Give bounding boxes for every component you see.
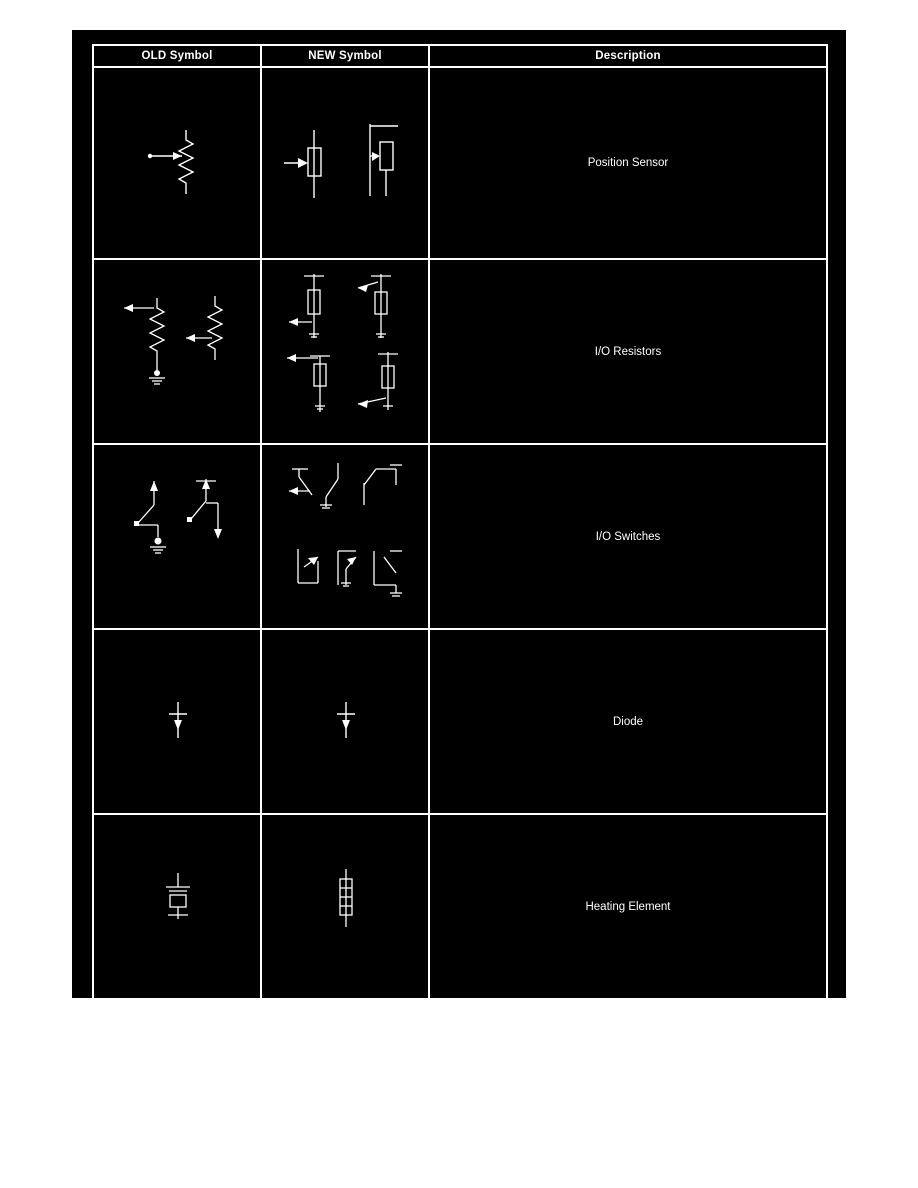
description-position-sensor: Position Sensor	[429, 67, 827, 259]
description-io-switches: I/O Switches	[429, 444, 827, 629]
old-symbol-io-resistors	[93, 259, 261, 444]
table-header-row	[93, 45, 827, 67]
diode-triangle-bar-icon	[94, 630, 262, 813]
old-symbol-position-sensor	[93, 67, 261, 259]
diode-triangle-bar-icon	[262, 630, 430, 813]
zigzag-resistors-with-arrows-icon	[94, 260, 262, 443]
new-symbol-position-sensor	[261, 67, 429, 259]
potentiometer-arrow-zigzag-icon	[94, 68, 262, 258]
new-symbol-io-resistors	[261, 259, 429, 444]
old-symbol-diode	[93, 629, 261, 814]
table-row	[93, 444, 827, 629]
old-symbol-io-switches	[93, 444, 261, 629]
new-symbol-io-switches	[261, 444, 429, 629]
switch-contacts-six-variants-icon	[262, 445, 430, 628]
boxed-potentiometer-pair-icon	[262, 68, 430, 258]
table-row	[93, 814, 827, 999]
description-diode: Diode	[429, 629, 827, 814]
table-row	[93, 629, 827, 814]
description-heating-element: Heating Element	[429, 814, 827, 999]
symbol-comparison-table	[92, 44, 828, 1000]
new-symbol-diode	[261, 629, 429, 814]
table-row	[93, 67, 827, 259]
switch-contacts-old-pair-icon	[94, 445, 262, 628]
header-new-symbol: NEW Symbol	[261, 45, 429, 67]
header-old-symbol: OLD Symbol	[93, 45, 261, 67]
boxed-resistors-four-variants-icon	[262, 260, 430, 443]
heating-element-new-icon	[262, 815, 430, 998]
header-description: Description	[429, 45, 827, 67]
old-symbol-heating-element	[93, 814, 261, 999]
description-io-resistors: I/O Resistors	[429, 259, 827, 444]
table-row	[93, 259, 827, 444]
heating-element-old-icon	[94, 815, 262, 998]
new-symbol-heating-element	[261, 814, 429, 999]
symbol-table-container	[92, 44, 826, 976]
